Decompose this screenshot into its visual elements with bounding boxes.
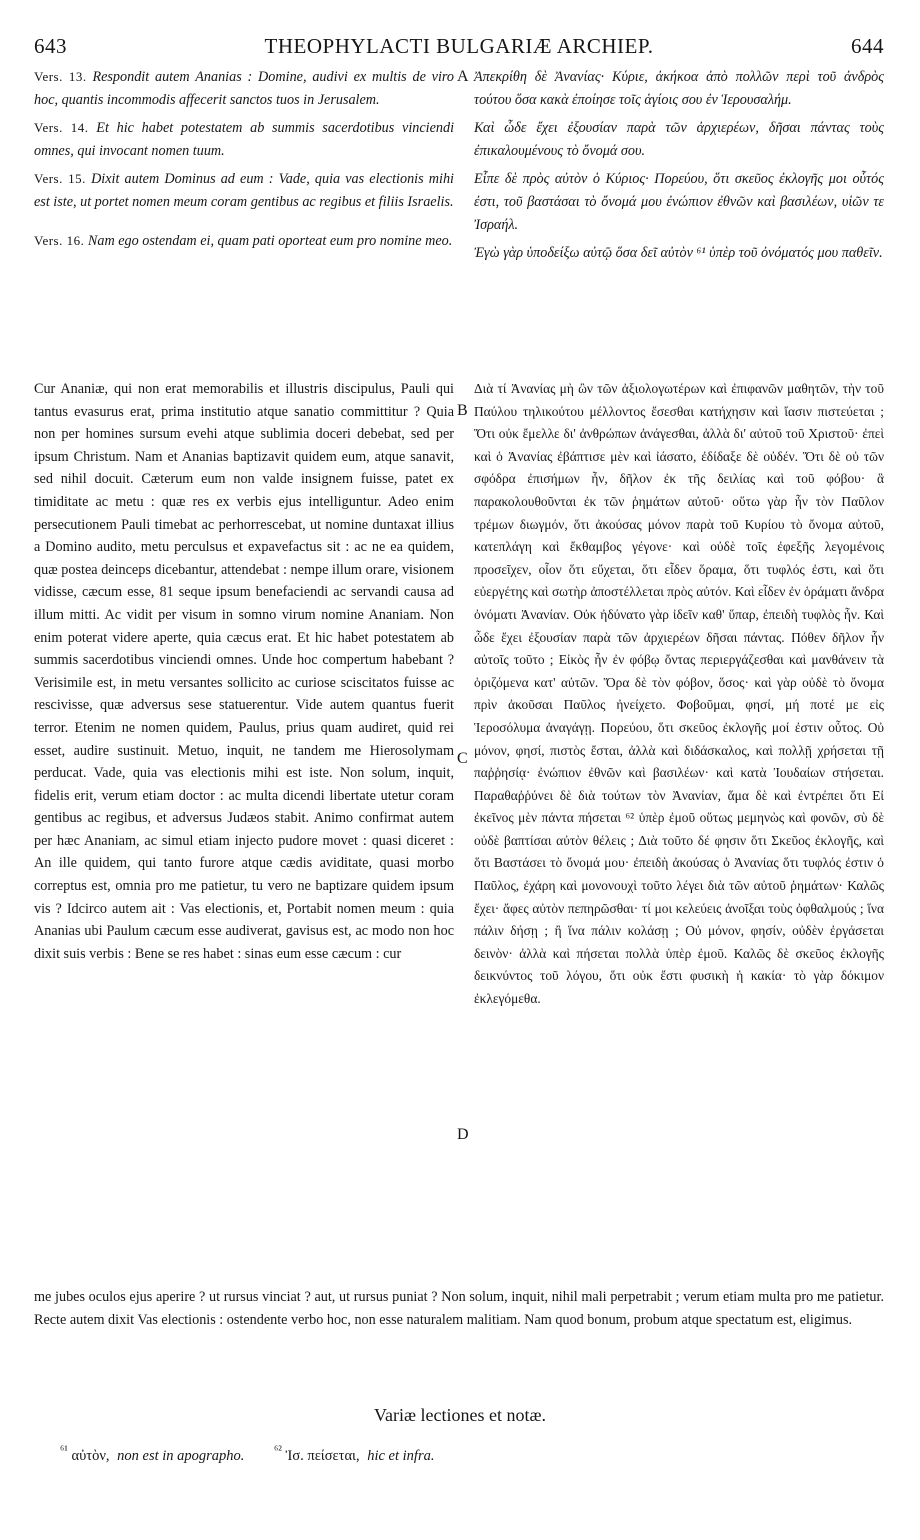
- verse-text: Respondit autem Ananias : Domine, audivi ex multis de viro hoc, quantis incommodis affecerit sanctos tuos in Jerusalem.: [34, 69, 455, 108]
- page-number-left: 643: [34, 34, 67, 58]
- greek-verse-15: Εἶπε δὲ πρὸς αὐτὸν ὁ Κύριος· Πορεύου, ὅτι σκεῦος ἐκλογῆς μοι οὗτός ἐστι, τοῦ βαστάσαι τὸ ὄνομά μου ἐνώπιον ἐθνῶν καὶ βασιλέων, υἱῶν τε Ἰσραήλ.: [474, 171, 884, 233]
- note-mark: ⁶²: [274, 1443, 282, 1457]
- latin-commentary-text: Cur Ananiæ, qui non erat memorabilis et illustris discipulus, Pauli qui tantus evasurus erat, prima institutio atque sanatio committitur ? Quia non per homines sursum evehi atque sublimia doceri debebat, sed per ipsum Christum. Nam et Ananias baptizavit quidem eum, atque sanavit, sed nihil docuit. Cæterum eum non valde insignem fuisse, patet ex timiditate ac metu : quæ res ex verbis ejus intelliguntur. Adeo enim persecutionem Pauli timebat ac perhorrescebat, ut nomine duntaxat illius a Domino audito, metu perculsus et expavefactus sit : ac ne ea quidem, quæ postea deinceps dicebantur, attendebat : nempe illum orare, visionem vidisse, cæcum esse, 81 seque ipsum benefaciendi ac servandi causa ad illum mitti. Ac vidit per visum in somno virum nomine Ananiam. Non enim poterat videre aperte, quia cæcus erat. Et hic habet potestatem ab summis sacerdotibus vinciendi omnes. Unde hoc compertum habebant ? Verisimile est, in metu versantes sollicito ac curiose sciscitatos fuisse ac rescivisse, quæ adversus sese statuerentur. Vide autem quantus fuerit terror. Etenim ne nomen quidem, Paulus, prius quam audiret, quid rei esset, audire sustinuit. Metuo, inquit, ne tandem me Hierosolymam perducat. Vade, quia vas electionis mihi est iste. Non solum, inquit, fidelis erit, verum etiam doctor : ac multa dicendi libertate utetur coram gentibus ac regibus, et adversus Judæos stabit. Animo confirmat autem per hæc Ananiam, ac simul etiam injecto pudore movet : quasi diceret : An ille quidem, qui tanto furore atque cædis aviditate, quasi morbo correptus est, omnia pro me patietur, tu vero ne baptizare quidem ipsum vis ? Idcirco autem ait : Vas electionis, et, Portabit nomen meum : quia Ananias ubi Paulum cæcum esse audiverat, gavisus est, ac modo non hoc dixit suis verbis : Bene se res habet : sinas eum esse cæcum : cur: [34, 381, 454, 962]
- latin-verse-16: [34, 230, 454, 253]
- margin-letter-a: A: [457, 68, 469, 85]
- note-61: [60, 1443, 248, 1464]
- notes-title: Variæ lectiones et notæ.: [374, 1405, 546, 1425]
- note-mark: ⁶¹: [60, 1443, 68, 1457]
- verse-text: Nam ego ostendam ei, quam pati oporteat eum pro nomine meo.: [87, 232, 453, 249]
- note-62: [274, 1443, 435, 1464]
- greek-verse-14: Καὶ ὧδε ἔχει ἐξουσίαν παρὰ τῶν ἀρχιερέων, δῆσαι πάντας τοὺς ἐπικαλουμένους τὸ ὄνομά σου.: [474, 120, 884, 159]
- verse-label: Vers. 13.: [34, 69, 87, 84]
- verse-label: Vers. 16.: [34, 232, 85, 248]
- page-header: [34, 34, 884, 62]
- note-word: αὐτὸν,: [71, 1447, 110, 1464]
- greek-commentary: [474, 378, 884, 1011]
- latin-verse-14: [34, 117, 454, 162]
- margin-letter-d: D: [457, 1126, 469, 1143]
- latin-verse-15: [34, 168, 454, 213]
- greek-verse-13: Ἀπεκρίθη δὲ Ἀνανίας· Κύριε, ἀκήκοα ἀπὸ πολλῶν περὶ τοῦ ἀνδρὸς τούτου ὅσα κακὰ ἐποίησε τοῖς ἁγίοις σου ἐν Ἱερουσαλήμ.: [474, 69, 884, 108]
- verse-text: Dixit autem Dominus ad eum : Vade, quia vas electionis mihi est iste, ut portet nomen meum coram gentibus ac regibus et filiis Israelis.: [34, 171, 454, 210]
- commentary-continuation: [34, 1286, 884, 1331]
- note-comment: hic et infra.: [367, 1447, 435, 1464]
- margin-letter-c: C: [457, 750, 468, 767]
- greek-verses: [474, 66, 884, 271]
- margin-letter-b: B: [457, 402, 468, 419]
- greek-commentary-text: Διὰ τί Ἀνανίας μὴ ὢν τῶν ἀξιολογωτέρων καὶ ἐπιφανῶν μαθητῶν, τὴν τοῦ Παύλου τηλικούτου μέλλοντος ἔσεσθαι κατήχησιν καὶ ἴασιν πιστεύεται ; Ὅτι οὐκ ἔμελλε δι' ἀνθρώπων ἀνάγεσθαι, ἀλλὰ δι' αὐτοῦ τοῦ Χριστοῦ· ἐπεὶ καὶ ὁ Ἀνανίας ἐβάπτισε μὲν καὶ ἰάσατο, ἐδίδαξε δὲ οὐδέν. Ὅτι δὲ οὐ τῶν σφόδρα ἐπισήμων ἦν, δῆλον ἐκ τῆς δειλίας καὶ τοῦ φόβου· ἃ παρακολουθοῦνται ἐκ τῶν ῥημάτων αὐτοῦ· οὕτω γὰρ ἦν τὸν Παῦλον τρέμων διωγμόν, ὅτι ἀκούσας μόνον παρὰ τοῦ Κυρίου τὸ ὄνομα αὐτοῦ, κατεπλάγη καὶ ἔκθαμβος γέγονε· καὶ οὐδὲ τοῖς ἐφεξῆς λεγομένοις προσεῖχεν, οἷον ὅτι εὔχεται, ὅτι εἶδεν ὅραμα, ὅτι τυφλός ἐστι, καὶ ὅτι εὐεργέτης καὶ σωτὴρ ἀποστέλλεται πρὸς αὐτόν. Καὶ εἶδεν ἐν ὁράματι ἄνδρα ὀνόματι Ἀνανίαν. Οὐκ ἠδύνατο γὰρ ἰδεῖν καθ' ὕπαρ, ἐπειδὴ τυφλὸς ἦν. Καὶ ὧδε ἔχει ἐξουσίαν παρὰ τῶν ἀρχιερέων δῆσαι πάντας. Πόθεν δῆλον ἦν αὐτοῖς τοῦτο ; Εἰκὸς ἦν ἐν φόβῳ ὄντας περιεργάζεσθαι καὶ μανθάνειν τὰ ὁριζόμενα κατ' αὐτῶν. Ὅρα δὲ τὸν φόβον, ὅσος· καὶ γὰρ οὐδὲ τὸ ὄνομα πρὶν ἀκοῦσαι Παῦλος ἠνείχετο. Φοβοῦμαι, φησί, μή ποτέ με εἰς Ἱεροσόλυμα ἀναγάγῃ. Πορεύου, ὅτι σκεῦος ἐκλογῆς μοί ἐστιν οὗτος. Οὐ μόνον, φησί, πιστὸς ἔσται, ἀλλὰ καὶ διδάσκαλος, καὶ πολλῇ χρήσεται τῇ παῤῥησίᾳ· ἐνώπιον ἐθνῶν καὶ βασιλέων· καὶ κατὰ Ἰουδαίων στήσεται. Παραθαῤῥύνει δὲ διὰ τούτων τὸν Ἀνανίαν, ἅμα δὲ καὶ ἐντρέπει ὅτι Εἰ ἐκεῖνος μὲν πάντα πήσεται ⁶² ὑπὲρ ἐμοῦ οὕτως μεμηνὼς καὶ φονῶν, σὺ δὲ οὐδὲ βαπτίσαι αὐτὸν θέλεις ; Διὰ τοῦτο δέ φησιν ὅτι Σκεῦος ἐκλογῆς, καὶ ὅτι Βαστάσει τὸ ὄνομά μου· ἐπειδὴ ἀκούσας ὁ Ἀνανίας ὅτι τυφλός ἐστιν ὁ Παῦλος, ἐχάρη καὶ μονονουχὶ τοῦτο λέγει διὰ τῶν αὐτοῦ ῥημάτων· Καλῶς ἔχει· ἄφες αὐτὸν πεπηρῶσθαι· τί μοι κελεύεις ἀνοῖξαι τοὺς ὀφθαλμούς ; ἵνα πάλιν δήσῃ ; ἢ ἵνα πάλιν κολάσῃ ; Οὐ μόνον, φησίν, οὐδὲν ἐργάσεται δεινὸν· ἀλλὰ καὶ πήσεται πολλὰ ὑπὲρ ἐμοῦ. Καλῶς δὲ σκεῦος ἐκλογῆς δεικνύντος τοῦ λόγου, ὅτι οὐκ ἔστι φυσικὴ ἡ κακία· τὸ γὰρ δόκιμον ἐκλεγόμεθα.: [474, 381, 884, 1007]
- latin-commentary: [34, 378, 454, 965]
- note-comment: non est in apographo.: [117, 1447, 245, 1464]
- latin-verse-13: [34, 66, 454, 111]
- note-word: Ἰσ. πείσεται,: [285, 1447, 360, 1464]
- verse-label: Vers. 14.: [34, 120, 89, 136]
- page-number-right: 644: [851, 34, 884, 58]
- notes-section: [60, 1443, 890, 1465]
- continuation-text: me jubes oculos ejus aperire ? ut rursus vinciat ? aut, ut rursus puniat ? Non solum, inquit, nihil mali perpetrabit ; verum etiam multa pro me patietur. Recte autem dixit Vas electionis : ostendente verbo hoc, non esse naturalem malitiam. Nam quod bonum, probum atque spectatum est, eligimus.: [34, 1289, 884, 1328]
- verse-label: Vers. 15.: [34, 171, 86, 187]
- latin-verses: [34, 66, 454, 258]
- verse-text: Et hic habet potestatem ab summis sacerdotibus vinciendi omnes, qui invocant nomen tuum.: [34, 120, 455, 159]
- greek-verse-16: Ἐγὼ γὰρ ὑποδείξω αὐτῷ ὅσα δεῖ αὐτὸν ⁶¹ ὑπὲρ τοῦ ὀνόματός μου παθεῖν.: [474, 245, 883, 262]
- running-title: THEOPHYLACTI BULGARIÆ ARCHIEP.: [264, 34, 654, 58]
